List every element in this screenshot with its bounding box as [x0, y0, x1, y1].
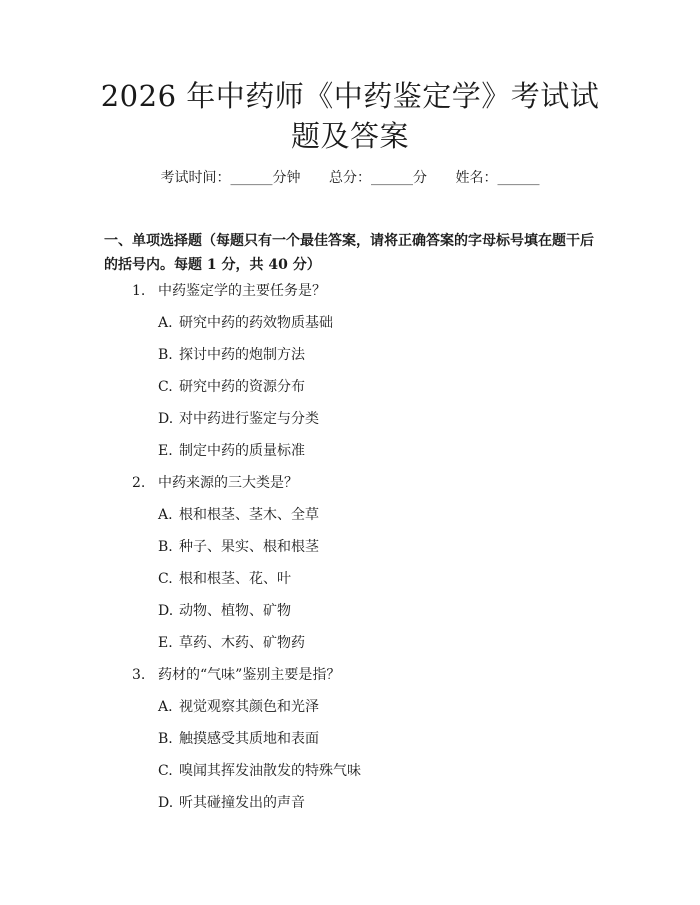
total-score-label: 总分： [329, 170, 371, 186]
option-text: 听其碰撞发出的声音 [179, 795, 305, 811]
question-2-option-a [158, 505, 319, 525]
question-2 [132, 473, 298, 493]
option-text: 嗅闻其挥发油散发的特殊气味 [179, 763, 361, 779]
option-letter: B. [158, 539, 173, 555]
question-3-option-c [158, 761, 361, 781]
option-text: 种子、果实、根和根茎 [179, 539, 319, 555]
name-field [455, 170, 539, 186]
option-text: 触摸感受其质地和表面 [179, 731, 319, 747]
option-letter: D. [158, 411, 174, 427]
question-number: 3. [132, 667, 146, 683]
question-1 [132, 281, 326, 301]
question-2-option-e [158, 633, 305, 653]
option-text: 研究中药的药效物质基础 [179, 315, 333, 331]
question-3-option-b [158, 729, 319, 749]
question-text: 药材的“气味”鉴别主要是指？ [158, 667, 341, 683]
option-text: 草药、木药、矿物药 [179, 635, 305, 651]
option-text: 探讨中药的炮制方法 [179, 347, 305, 363]
option-text: 根和根茎、花、叶 [179, 571, 291, 587]
total-score-field [329, 170, 427, 186]
question-3 [132, 665, 340, 685]
question-text: 中药来源的三大类是？ [158, 475, 298, 491]
option-letter: D. [158, 795, 174, 811]
option-letter: C. [158, 571, 173, 587]
question-number: 2. [132, 475, 146, 491]
question-2-option-d [158, 601, 291, 621]
exam-time-unit: 分钟 [272, 170, 301, 186]
option-text: 对中药进行鉴定与分类 [179, 411, 319, 427]
option-letter: E. [158, 635, 173, 651]
question-text: 中药鉴定学的主要任务是？ [158, 283, 326, 299]
question-1-option-c [158, 377, 305, 397]
question-number: 1. [132, 283, 146, 299]
name-label: 姓名： [455, 170, 498, 186]
question-1-option-a [158, 313, 333, 333]
total-score-blank: ______ [371, 170, 413, 186]
question-1-option-e [158, 441, 305, 461]
option-text: 动物、植物、矿物 [179, 603, 291, 619]
option-letter: D. [158, 603, 174, 619]
exam-meta-line [0, 168, 700, 188]
option-text: 研究中药的资源分布 [179, 379, 305, 395]
total-score-unit: 分 [413, 170, 427, 186]
section-heading: 一、单项选择题（每题只有一个最佳答案，请将正确答案的字母标号填在题干后的括号内。每题 1 分，共 40 分） [104, 233, 594, 273]
exam-time-blank: ______ [230, 170, 273, 186]
option-letter: B. [158, 731, 173, 747]
question-2-option-b [158, 537, 319, 557]
option-letter: C. [158, 379, 173, 395]
question-3-option-d [158, 793, 305, 813]
option-letter: A. [158, 507, 173, 523]
question-3-option-a [158, 697, 319, 717]
option-text: 根和根茎、茎木、全草 [179, 507, 319, 523]
option-letter: A. [158, 699, 173, 715]
option-letter: B. [158, 347, 173, 363]
option-letter: C. [158, 763, 173, 779]
option-text: 制定中药的质量标准 [179, 443, 305, 459]
name-blank: ______ [497, 170, 540, 186]
exam-time-label: 考试时间： [160, 170, 231, 186]
option-letter: E. [158, 443, 173, 459]
question-1-option-d [158, 409, 319, 429]
option-text: 视觉观察其颜色和光泽 [179, 699, 319, 715]
page-title: 2026 年中药师《中药鉴定学》考试试题及答案 [100, 79, 600, 153]
question-1-option-b [158, 345, 305, 365]
question-2-option-c [158, 569, 291, 589]
exam-time-field [161, 170, 301, 186]
option-letter: A. [158, 315, 173, 331]
